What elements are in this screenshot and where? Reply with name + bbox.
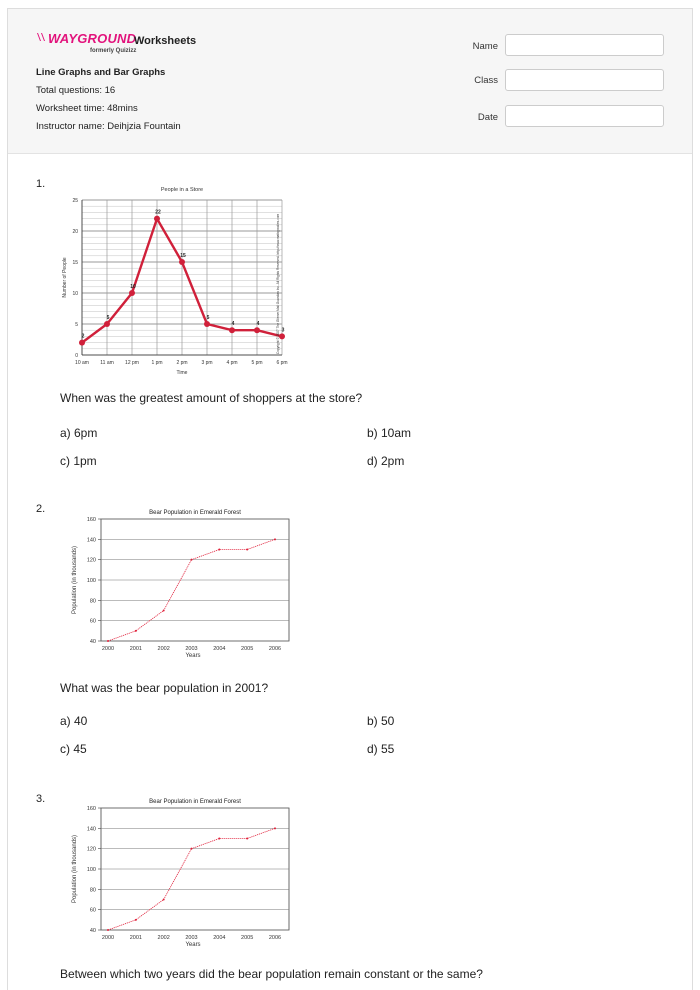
data-label: 4	[231, 321, 235, 328]
data-label: 4	[256, 321, 260, 328]
option-a[interactable]: a) 40	[60, 714, 88, 728]
x-tick-label: 3 pm	[201, 360, 213, 366]
instructor-name: Instructor name: Deihjzia Fountain	[36, 121, 181, 132]
chart-title: People in a Store	[160, 187, 204, 193]
name-field[interactable]	[505, 34, 664, 56]
brand-name: WAYGROUND	[48, 31, 137, 46]
data-point	[246, 549, 248, 551]
y-tick-label: 60	[89, 907, 96, 914]
bear-population-chart	[56, 497, 296, 667]
date-label: Date	[477, 112, 498, 123]
worksheet-title: Line Graphs and Bar Graphs	[36, 67, 166, 78]
class-field[interactable]	[505, 69, 664, 91]
y-tick-label: 60	[89, 618, 96, 625]
y-tick-label: 140	[86, 826, 96, 833]
y-tick-label: 10	[72, 291, 78, 297]
x-tick-label: 2000	[101, 646, 115, 652]
option-b[interactable]: b) 10am	[367, 426, 412, 440]
question-text: When was the greatest amount of shoppers at the store?	[60, 391, 363, 405]
chart-title: Bear Population in Emerald Forest	[149, 799, 241, 805]
x-axis-label: Years	[185, 942, 201, 948]
data-point	[246, 838, 248, 840]
option-d[interactable]: d) 2pm	[367, 454, 405, 468]
option-b[interactable]: b) 50	[367, 714, 395, 728]
data-point	[163, 610, 165, 612]
data-point	[218, 549, 220, 551]
wayground-logo	[48, 29, 140, 55]
y-tick-label: 140	[86, 537, 96, 544]
y-tick-label: 40	[89, 928, 96, 934]
y-tick-label: 100	[86, 867, 96, 873]
data-point	[191, 848, 193, 850]
option-c[interactable]: c) 1pm	[60, 454, 97, 468]
name-label: Name	[472, 41, 498, 52]
data-point	[218, 838, 220, 840]
x-tick-label: 1 pm	[151, 360, 163, 366]
x-tick-label: 2003	[185, 935, 198, 941]
data-point	[274, 538, 276, 540]
y-tick-label: 25	[72, 198, 78, 204]
x-tick-label: 2001	[129, 935, 142, 941]
x-tick-label: 5 pm	[251, 360, 263, 366]
x-axis-label: Time	[176, 370, 188, 376]
chart-title: Bear Population in Emerald Forest	[149, 510, 241, 516]
y-tick-label: 40	[89, 639, 96, 645]
data-point	[274, 827, 276, 829]
x-tick-label: 2004	[213, 935, 226, 941]
data-point	[135, 919, 137, 921]
worksheet-header	[8, 9, 692, 154]
question-number: 2.	[36, 503, 46, 515]
x-tick-label: 2003	[185, 646, 198, 652]
product-label: Worksheets	[134, 35, 197, 47]
worksheet-time: Worksheet time: 48mins	[36, 103, 138, 114]
option-a[interactable]: a) 6pm	[60, 426, 98, 440]
y-tick-label: 120	[86, 557, 96, 564]
y-tick-label: 20	[72, 229, 78, 235]
y-axis-label: Number of People	[62, 257, 68, 298]
people-in-store-chart	[52, 174, 292, 379]
data-label: 15	[180, 253, 186, 259]
option-c[interactable]: c) 45	[60, 742, 87, 756]
data-point	[204, 321, 210, 327]
x-tick-label: 2000	[101, 935, 115, 941]
copyright-note: Copyright © 2007 The Gliener Mail Guardian Inc. All Rights Reserved. http://www.mathgoodies.com	[276, 213, 280, 355]
x-tick-label: 2004	[213, 646, 226, 652]
data-point	[254, 327, 260, 333]
y-tick-label: 15	[72, 260, 78, 266]
x-tick-label: 2006	[268, 935, 282, 941]
data-point	[154, 216, 160, 222]
data-label: 22	[155, 209, 161, 216]
data-label: 5	[106, 315, 110, 321]
data-label: 5	[206, 315, 210, 321]
data-label: 10	[130, 284, 136, 290]
series-line	[108, 539, 275, 641]
date-field[interactable]	[505, 105, 664, 127]
data-point	[107, 640, 109, 642]
x-tick-label: 2001	[129, 646, 142, 652]
data-label: 3	[281, 327, 285, 334]
y-tick-label: 5	[75, 322, 78, 328]
x-tick-label: 11 am	[100, 360, 114, 366]
question-text: What was the bear population in 2001?	[60, 681, 269, 695]
x-tick-label: 4 pm	[226, 360, 238, 366]
y-tick-label: 100	[86, 578, 96, 584]
option-d[interactable]: d) 55	[367, 742, 395, 756]
class-label: Class	[474, 75, 498, 86]
x-tick-label: 6 pm	[276, 360, 288, 366]
x-tick-label: 12 pm	[125, 360, 139, 366]
y-axis-label: Population (in thousands)	[72, 834, 78, 904]
y-tick-label: 0	[75, 353, 78, 359]
x-axis-label: Years	[185, 653, 201, 659]
x-tick-label: 2005	[241, 935, 254, 941]
data-point	[129, 290, 135, 296]
x-tick-label: 2 pm	[176, 360, 188, 366]
data-label: 2	[81, 333, 85, 340]
total-questions: Total questions: 16	[36, 85, 116, 96]
question-text: Between which two years did the bear population remain constant or the same?	[60, 967, 483, 981]
y-tick-label: 80	[89, 887, 96, 894]
data-point	[79, 340, 85, 346]
data-point	[107, 929, 109, 931]
x-tick-label: 2002	[157, 646, 170, 652]
question-number: 1.	[36, 178, 46, 190]
data-point	[104, 321, 110, 327]
y-tick-label: 120	[86, 846, 96, 853]
x-tick-label: 2002	[157, 935, 170, 941]
series-line	[108, 828, 275, 930]
data-point	[163, 899, 165, 901]
x-tick-label: 10 am	[75, 360, 89, 366]
data-point	[179, 259, 185, 265]
worksheet-page	[7, 8, 693, 990]
data-point	[229, 327, 235, 333]
bear-population-chart	[56, 786, 296, 956]
data-point	[135, 630, 137, 632]
brand-subtitle: formerly Quizizz	[90, 48, 137, 54]
wayground-logo-icon	[36, 31, 46, 43]
x-tick-label: 2006	[268, 646, 282, 652]
logo-mark-shape	[37, 33, 45, 41]
y-tick-label: 80	[89, 598, 96, 605]
data-point	[191, 559, 193, 561]
question-number: 3.	[36, 793, 46, 805]
y-tick-label: 160	[86, 517, 96, 523]
x-tick-label: 2005	[241, 646, 254, 652]
y-tick-label: 160	[86, 806, 96, 812]
y-axis-label: Population (in thousands)	[72, 545, 78, 615]
